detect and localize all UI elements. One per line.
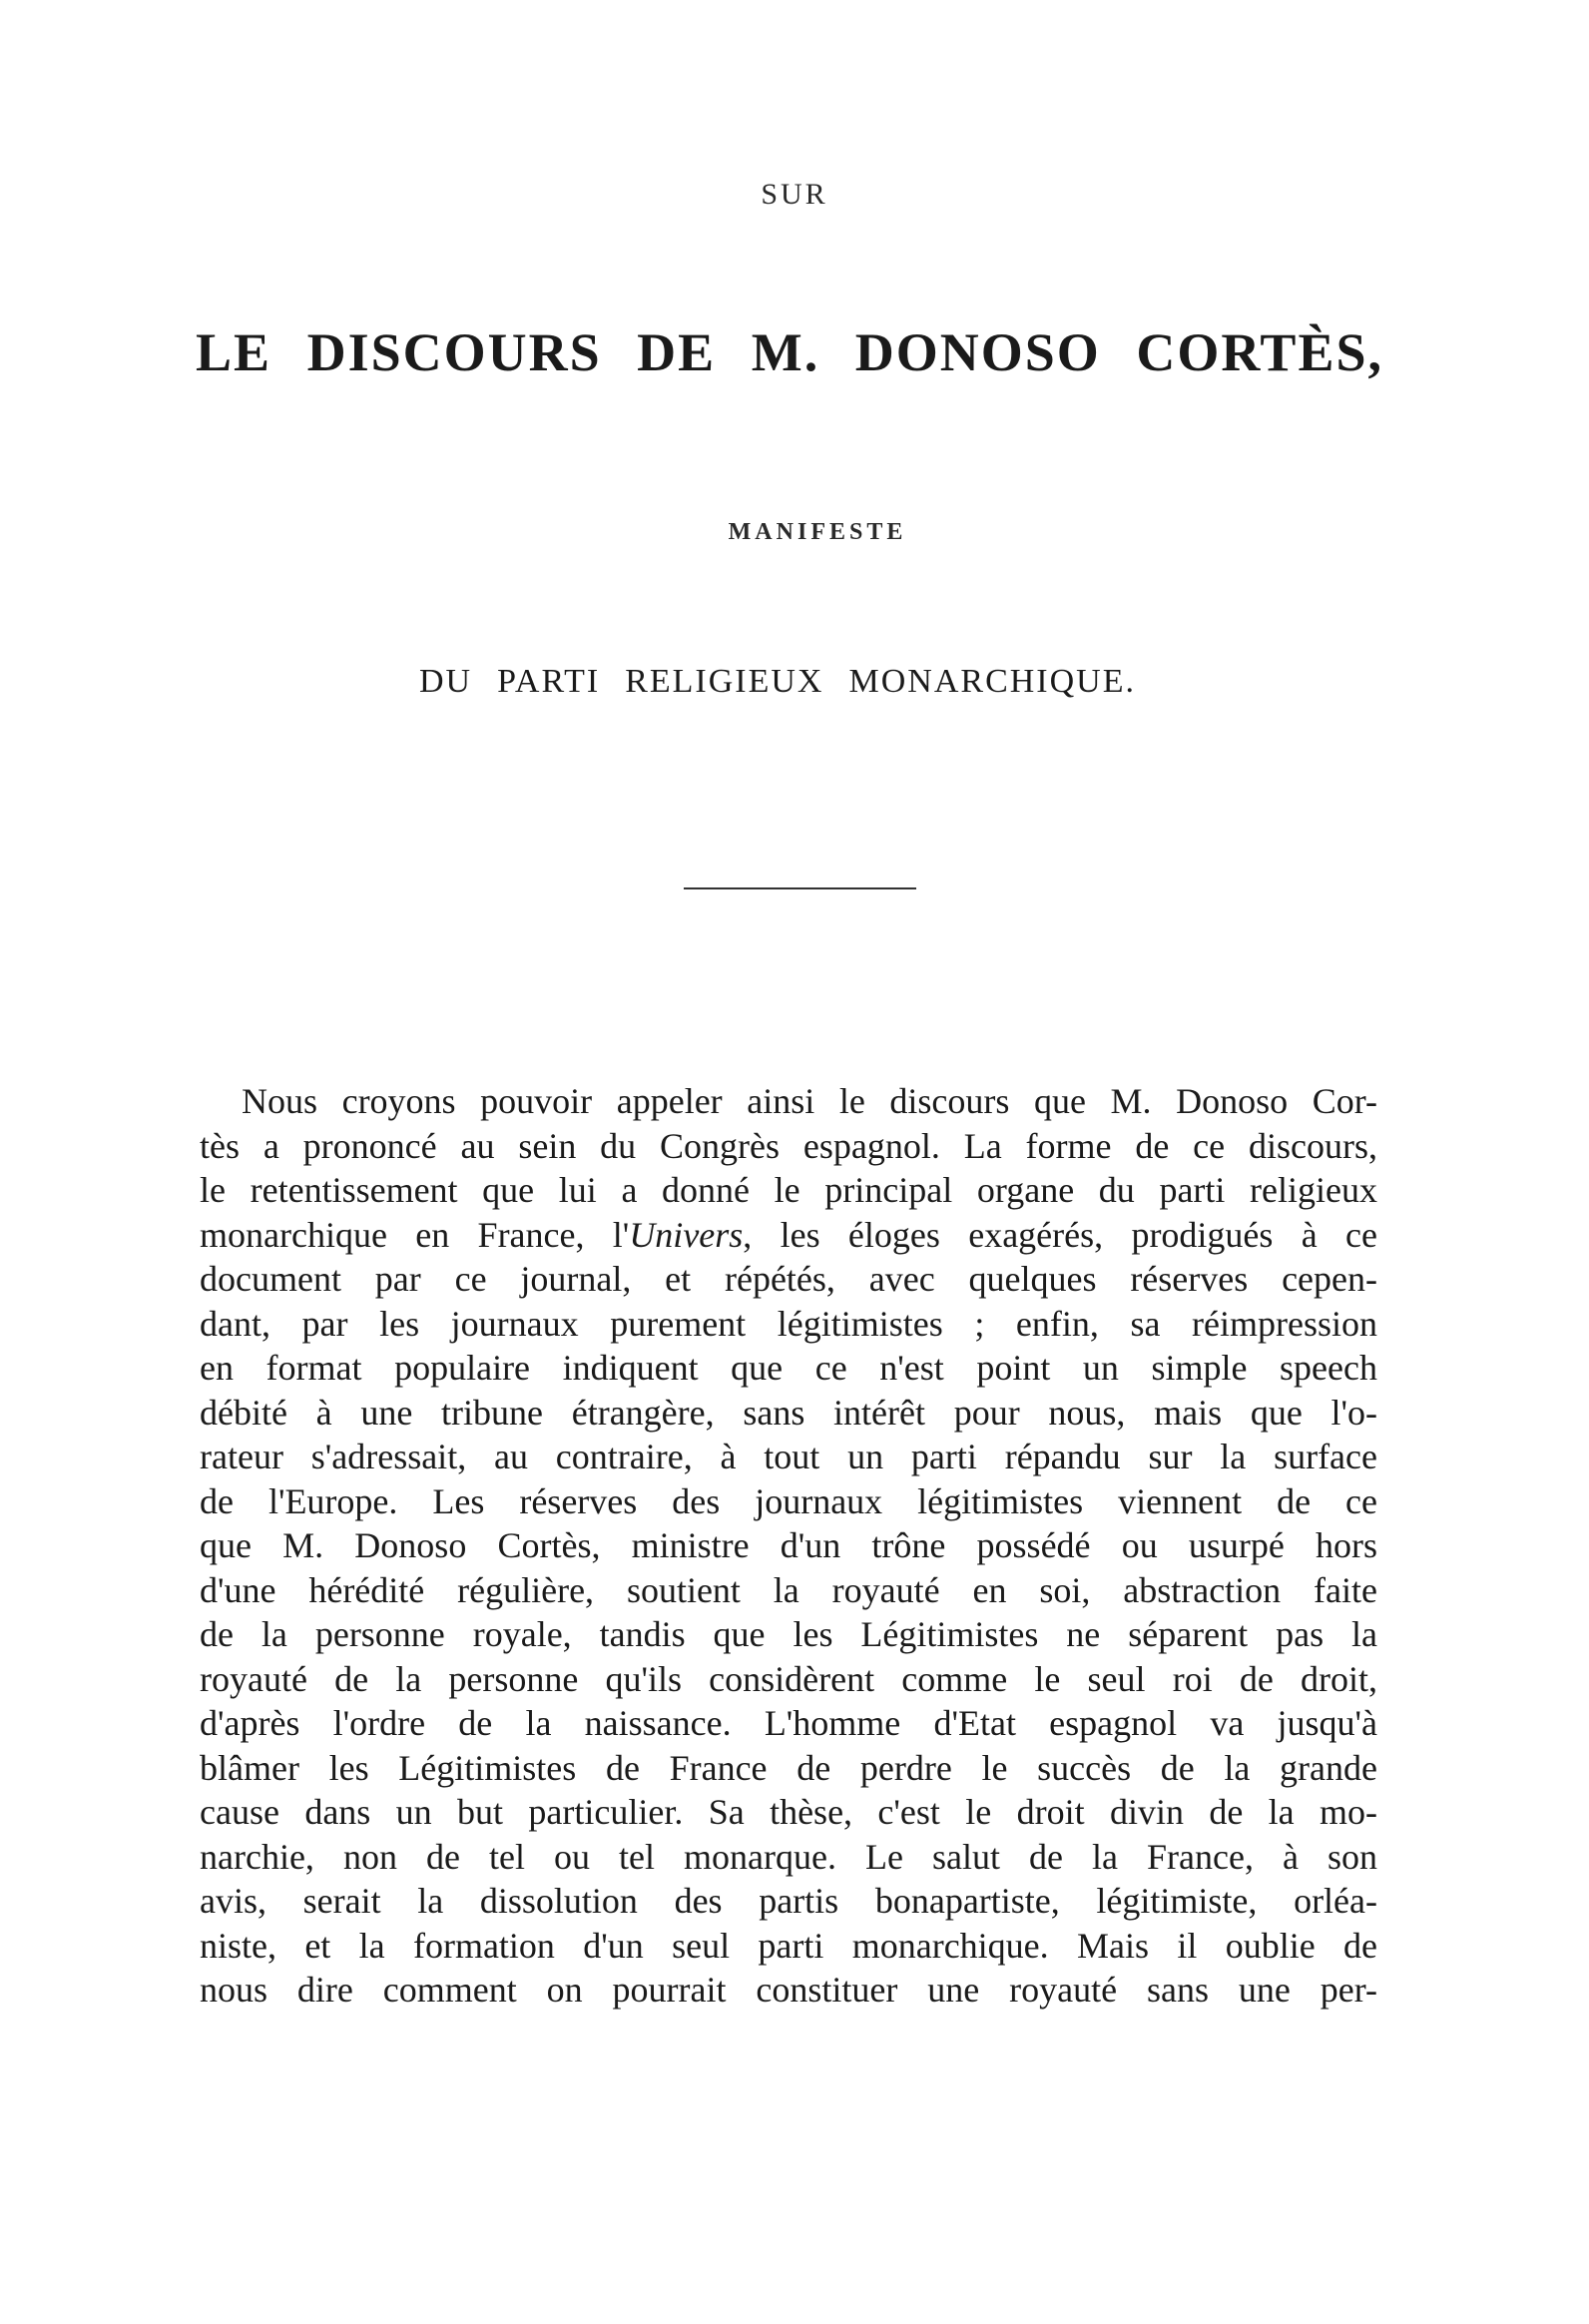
- pre-title: SUR: [761, 178, 828, 211]
- text-line: blâmer les Légitimistes de France de perdre le succès de la grande: [200, 1747, 1377, 1788]
- text-line: nous dire comment on pourrait constituer une royauté sans une per-: [200, 1970, 1377, 2010]
- text-line: dant, par les journaux purement légitimistes ; enfin, sa réimpression: [200, 1303, 1377, 1344]
- body-paragraph: [200, 1079, 1377, 2013]
- text-line: que M. Donoso Cortès, ministre d'un trône possédé ou usurpé hors: [200, 1525, 1377, 1565]
- text-line: Nous croyons pouvoir appeler ainsi le discours que M. Donoso Cor-: [242, 1081, 1377, 1121]
- text-line: document par ce journal, et répétés, avec quelques réserves cepen-: [200, 1259, 1377, 1299]
- section-label: MANIFESTE: [728, 519, 907, 545]
- text-line: débité à une tribune étrangère, sans intérêt pour nous, mais que l'o-: [200, 1392, 1377, 1433]
- text-line: royauté de la personne qu'ils considèrent comme le seul roi de droit,: [200, 1658, 1377, 1699]
- text-segment: , les éloges exagérés, prodigués à ce: [743, 1214, 1377, 1255]
- text-line: [200, 1213, 1377, 1258]
- text-line: tès a prononcé au sein du Congrès espagnol. La forme de ce discours,: [200, 1125, 1377, 1166]
- chapter-subtitle: DU PARTI RELIGIEUX MONARCHIQUE.: [419, 663, 1136, 700]
- text-line: niste, et la formation d'un seul parti monarchique. Mais il oublie de: [200, 1925, 1377, 1966]
- text-line: de la personne royale, tandis que les Légitimistes ne séparent pas la: [200, 1614, 1377, 1654]
- text-line: narchie, non de tel ou tel monarque. Le salut de la France, à son: [200, 1836, 1377, 1877]
- text-line: en format populaire indiquent que ce n'est point un simple speech: [200, 1348, 1377, 1388]
- text-line: cause dans un but particulier. Sa thèse, c'est le droit divin de la mo-: [200, 1792, 1377, 1832]
- text-line: de l'Europe. Les réserves des journaux légitimistes viennent de ce: [200, 1480, 1377, 1521]
- separator-rule: [684, 887, 916, 889]
- text-line: rateur s'adressait, au contraire, à tout un parti répandu sur la surface: [200, 1437, 1377, 1476]
- chapter-title: LE DISCOURS DE M. DONOSO CORTÈS,: [196, 322, 1383, 382]
- italic-title: Univers: [629, 1214, 744, 1255]
- text-line: d'après l'ordre de la naissance. L'homme d'Etat espagnol va jusqu'à: [200, 1703, 1377, 1743]
- text-line: le retentissement que lui a donné le principal organe du parti religieux: [200, 1170, 1377, 1210]
- text-segment: monarchique en France, l': [200, 1214, 630, 1255]
- text-line: avis, serait la dissolution des partis bonapartiste, légitimiste, orléa-: [200, 1881, 1377, 1921]
- text-line: d'une hérédité régulière, soutient la royauté en soi, abstraction faite: [200, 1569, 1377, 1610]
